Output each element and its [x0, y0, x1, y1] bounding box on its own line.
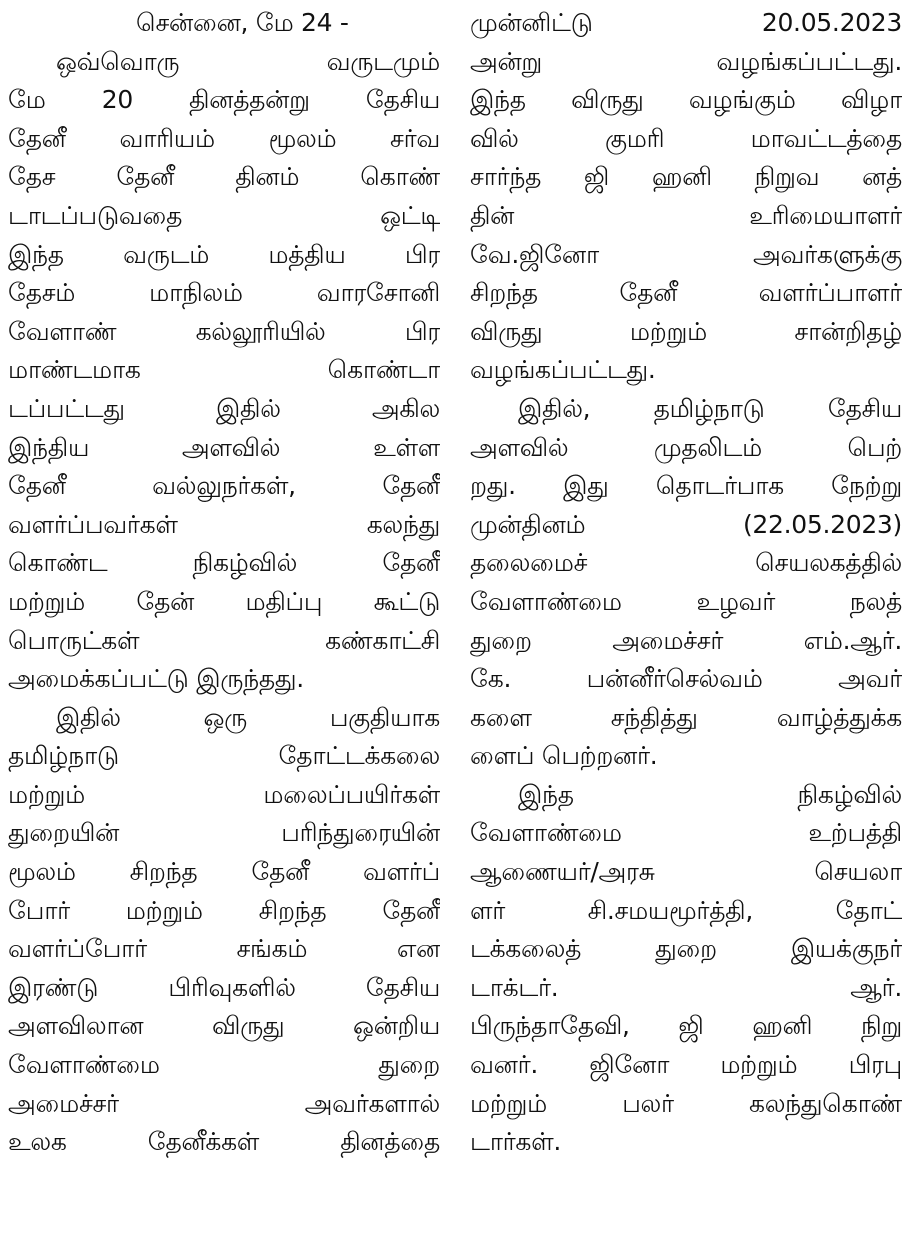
text-line: டப்பட்டது இதில் அகில	[8, 393, 440, 423]
text-line: வனர். ஜினோ மற்றும் பிரபு	[470, 1050, 902, 1080]
text-line: வேளாண்மை துறை	[8, 1050, 440, 1080]
text-line: ளைப் பெற்றனர்.	[470, 741, 658, 771]
text-line: தமிழ்நாடு தோட்டக்கலை	[8, 741, 440, 771]
text-line: ளர் சி.சமயமூர்த்தி, தோட்	[470, 895, 902, 925]
text-line: சிறந்த தேனீ வளர்ப்பாளர்	[470, 278, 902, 308]
text-line: வேளாண்மை உழவர் நலத்	[470, 586, 902, 616]
dateline: சென்னை, மே 24 -	[136, 8, 349, 37]
text-line: வளர்ப்பவர்கள் கலந்து	[8, 509, 440, 539]
text-line: வழங்கப்பட்டது.	[470, 355, 656, 385]
text-line: தேனீ வாரியம் மூலம் சர்வ	[8, 123, 440, 153]
text-line: கொண்ட நிகழ்வில் தேனீ	[8, 548, 440, 578]
text-line: இதில், தமிழ்நாடு தேசிய	[518, 393, 902, 423]
text-line: வேளாண்மை உற்பத்தி	[470, 818, 902, 848]
text-line: துறையின் பரிந்துரையின்	[8, 818, 440, 848]
text-line: வேளாண் கல்லூரியில் பிர	[8, 316, 440, 346]
text-line: டாடப்படுவதை ஒட்டி	[8, 200, 440, 230]
text-line: மூலம் சிறந்த தேனீ வளர்ப்	[8, 857, 440, 887]
text-line: வில் குமரி மாவட்டத்தை	[470, 123, 902, 153]
text-line: முன்தினம் (22.05.2023)	[470, 509, 902, 539]
text-line: களை சந்தித்து வாழ்த்துக்க	[470, 702, 902, 732]
text-line: தேசம் மாநிலம் வாரசோனி	[8, 278, 440, 308]
text-line: முன்னிட்டு 20.05.2023	[470, 8, 902, 37]
text-line: பொருட்கள் கண்காட்சி	[8, 625, 440, 655]
text-line: வே.ஜினோ அவர்களுக்கு	[470, 239, 902, 269]
text-line: டக்கலைத் துறை இயக்குநர்	[470, 934, 902, 964]
text-line: ஒவ்வொரு வருடமும்	[56, 46, 440, 76]
text-line: இந்த வருடம் மத்திய பிர	[8, 239, 440, 269]
text-line: டார்கள்.	[470, 1127, 562, 1157]
text-line: மே 20 தினத்தன்று தேசிய	[8, 85, 440, 115]
text-line: இந்த நிகழ்வில்	[518, 779, 902, 809]
text-line: மாண்டமாக கொண்டா	[8, 355, 440, 385]
text-line: இந்திய அளவில் உள்ள	[8, 432, 440, 462]
text-line: விருது மற்றும் சான்றிதழ்	[470, 316, 902, 346]
text-line: இந்த விருது வழங்கும் விழா	[470, 85, 902, 115]
text-line: றது. இது தொடர்பாக நேற்று	[470, 471, 902, 501]
text-line: வளர்ப்போர் சங்கம் என	[8, 934, 440, 964]
text-line: தேச தேனீ தினம் கொண்	[8, 162, 440, 192]
text-line: இரண்டு பிரிவுகளில் தேசிய	[8, 972, 440, 1002]
text-line: அன்று வழங்கப்பட்டது.	[470, 46, 902, 76]
text-line: உலக தேனீக்கள் தினத்தை	[8, 1127, 440, 1157]
text-line: தேனீ வல்லுநர்கள், தேனீ	[8, 471, 440, 501]
article-left-column	[8, 4, 440, 1162]
text-line: அமைக்கப்பட்டு இருந்தது.	[8, 664, 304, 694]
text-line: இதில் ஒரு பகுதியாக	[56, 702, 440, 732]
text-line: சார்ந்த ஜி ஹனி நிறுவ னத்	[470, 162, 902, 192]
text-line: அளவிலான விருது ஒன்றிய	[8, 1011, 440, 1041]
text-line: கே. பன்னீர்செல்வம் அவர்	[470, 664, 902, 694]
text-line: போர் மற்றும் சிறந்த தேனீ	[8, 895, 440, 925]
text-line: தலைமைச் செயலகத்தில்	[470, 548, 902, 578]
text-line: தின் உரிமையாளர்	[470, 200, 902, 230]
text-line: அளவில் முதலிடம் பெற்	[470, 432, 902, 462]
text-line: மற்றும் தேன் மதிப்பு கூட்டு	[8, 586, 440, 616]
text-line: அமைச்சர் அவர்களால்	[8, 1088, 440, 1118]
text-line: மற்றும் பலர் கலந்துகொண்	[470, 1088, 902, 1118]
text-line: ஆணையர்/அரசு செயலா	[470, 857, 902, 887]
text-line: துறை அமைச்சர் எம்.ஆர்.	[470, 625, 902, 655]
article-right-column	[470, 4, 902, 1162]
text-line: மற்றும் மலைப்பயிர்கள்	[8, 779, 440, 809]
text-line: டாக்டர். ஆர்.	[470, 972, 902, 1002]
text-line: பிருந்தாதேவி, ஜி ஹனி நிறு	[470, 1011, 902, 1041]
